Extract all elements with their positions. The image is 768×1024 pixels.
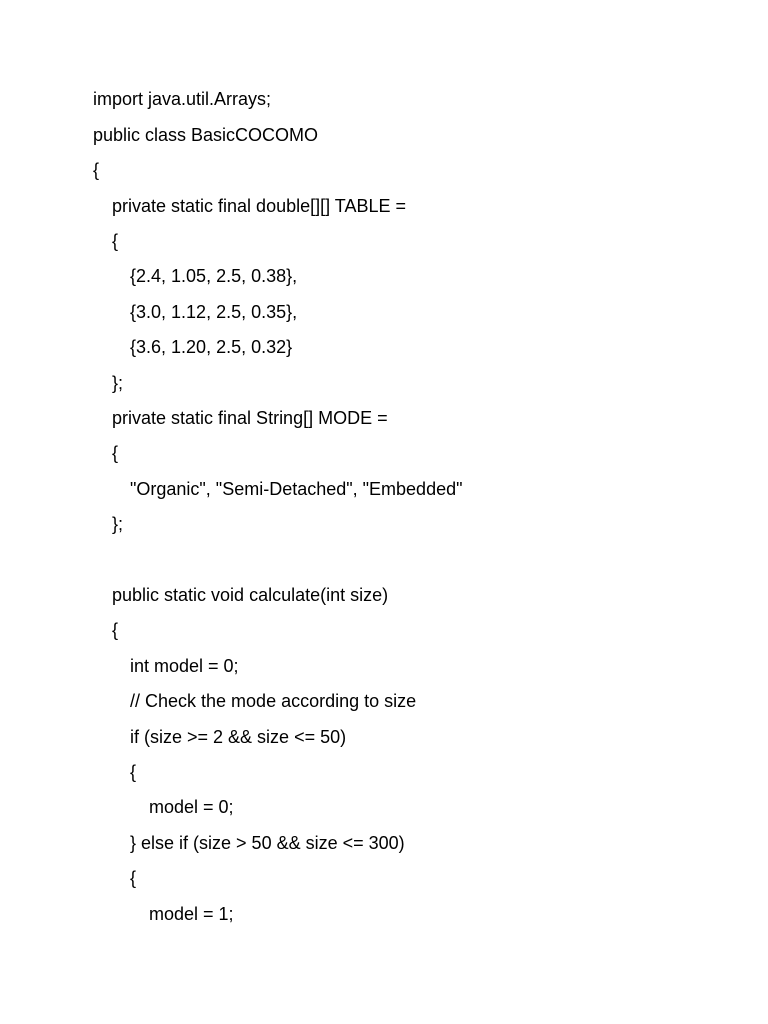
code-line: // Check the mode according to size — [130, 691, 417, 711]
code-line: }; — [112, 514, 124, 534]
code-line: private static final double[][] TABLE = — [112, 196, 406, 216]
code-line: { — [112, 620, 119, 640]
code-line: private static final String[] MODE = — [112, 408, 388, 428]
code-line: int model = 0; — [130, 656, 239, 676]
code-line: public static void calculate(int size) — [112, 585, 389, 605]
code-line: {2.4, 1.05, 2.5, 0.38}, — [130, 266, 298, 286]
code-line: {3.0, 1.12, 2.5, 0.35}, — [130, 302, 298, 322]
code-line: model = 1; — [149, 904, 234, 924]
code-line: }; — [112, 373, 124, 393]
code-line: "Organic", "Semi-Detached", "Embedded" — [130, 479, 463, 499]
code-line: {3.6, 1.20, 2.5, 0.32} — [130, 337, 293, 357]
code-line: } else if (size > 50 && size <= 300) — [130, 833, 405, 853]
code-line: public class BasicCOCOMO — [93, 125, 319, 145]
code-line: { — [130, 868, 137, 888]
code-line: model = 0; — [149, 797, 234, 817]
code-line: { — [130, 762, 137, 782]
code-line: import java.util.Arrays; — [93, 89, 272, 109]
code-line: { — [112, 443, 119, 463]
code-line: { — [112, 231, 119, 251]
code-line: { — [93, 160, 100, 180]
code-line: if (size >= 2 && size <= 50) — [130, 727, 347, 747]
